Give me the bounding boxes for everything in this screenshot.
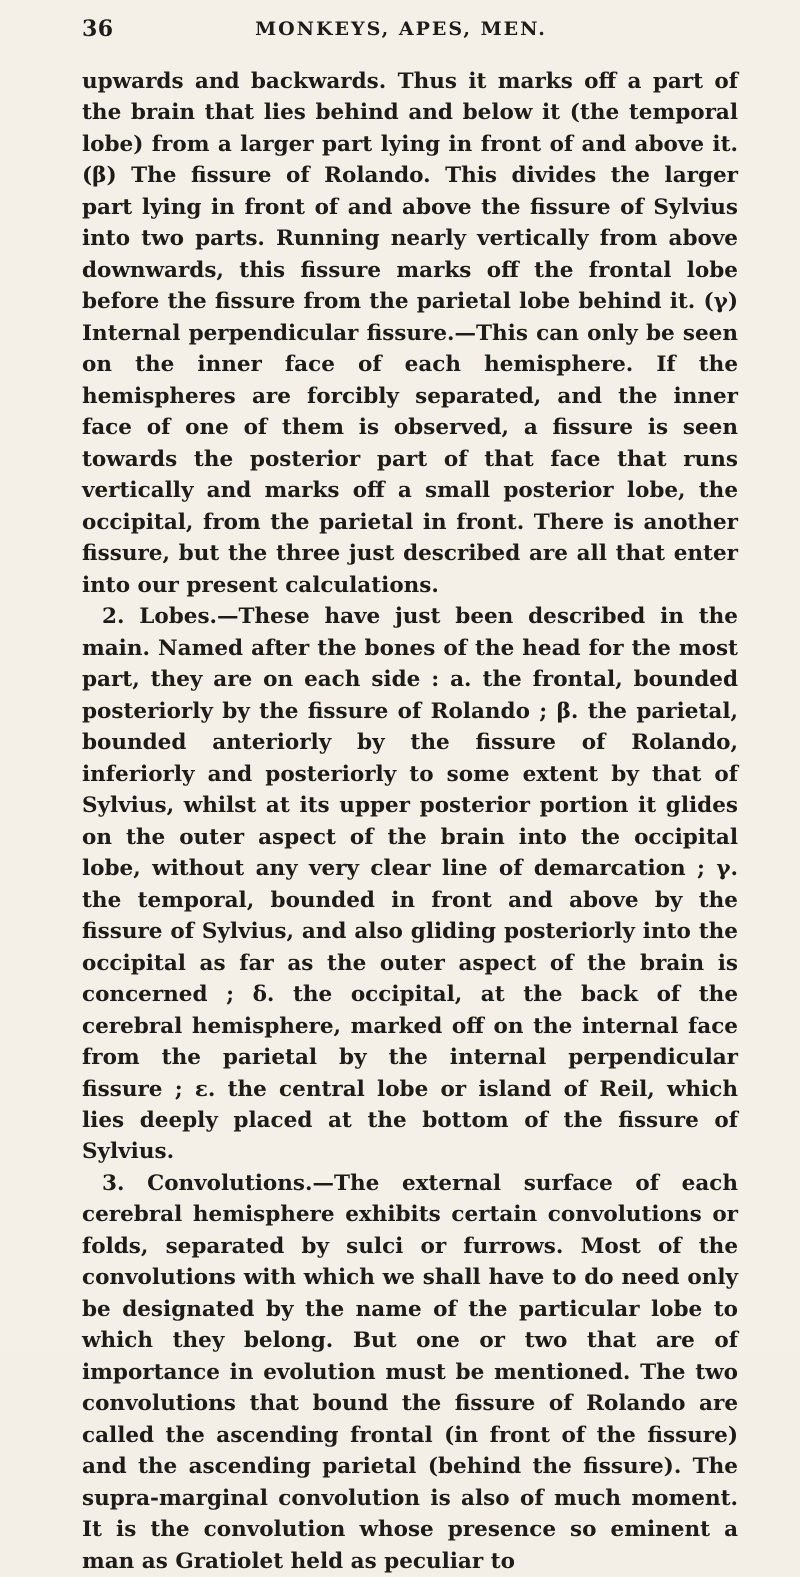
paragraph-lobes: 2. Lobes.—These have just been described in the main. Named after the bones of the head for the most part, they are on each side : a. the frontal, bounded posteriorly by the fissure of Rolando ; β. the parietal, bounded anteriorly by the fissure of Rolando, inferiorly and posteriorly to some extent by that of Sylvius, whilst at its upper posterior portion it glides on the outer aspect of the brain into the occipital lobe, without any very clear line of demarcation ; γ. the temporal, bounded in front and above by the fissure of Sylvius, and also gliding posteriorly into the occipital as far as the outer aspect of the brain is concerned ; δ. the occipital, at the back of the cerebral hemisphere, marked off on the internal face from the parietal by the internal perpendicular fissure ; ε. the central lobe or island of Reil, which lies deeply placed at the bottom of the fissure of Sylvius. <box>82 604 738 1165</box>
running-head: MONKEYS, APES, MEN. <box>255 18 547 40</box>
body-text <box>82 66 738 1577</box>
page-header <box>82 12 720 46</box>
paragraph-convolutions: 3. Convolutions.—The external surface of each cerebral hemisphere exhibits certain convolutions or folds, separated by sulci or furrows. Most of the convolutions with which we shall have to do need only be designated by the name of the particular lobe to which they belong. But one or two that are of importance in evolution must be mentioned. The two convolutions that bound the fissure of Rolando are called the ascending frontal (in front of the fissure) and the ascending parietal (behind the fissure). The supra-marginal convolution is also of much moment. It is the convolution whose presence so eminent a man as Gratiolet held as peculiar to <box>82 1170 738 1574</box>
paragraph-fissures: upwards and backwards. Thus it marks off a part of the brain that lies behind and below it (the temporal lobe) from a larger part lying in front of and above it. (β) The fissure of Rolando. This divides the larger part lying in front of and above the fissure of Sylvius into two parts. Running nearly vertically from above downwards, this fissure marks off the frontal lobe before the fissure from the parietal lobe behind it. (γ) Internal perpendicular fissure.—This can only be seen on the inner face of each hemisphere. If the hemispheres are forcibly separated, and the inner face of one of them is observed, a fissure is seen towards the posterior part of that face that runs vertically and marks off a small posterior lobe, the occipital, from the parietal in front. There is another fissure, but the three just described are all that enter into our present calculations. <box>82 69 738 598</box>
page-number: 36 <box>82 16 114 42</box>
